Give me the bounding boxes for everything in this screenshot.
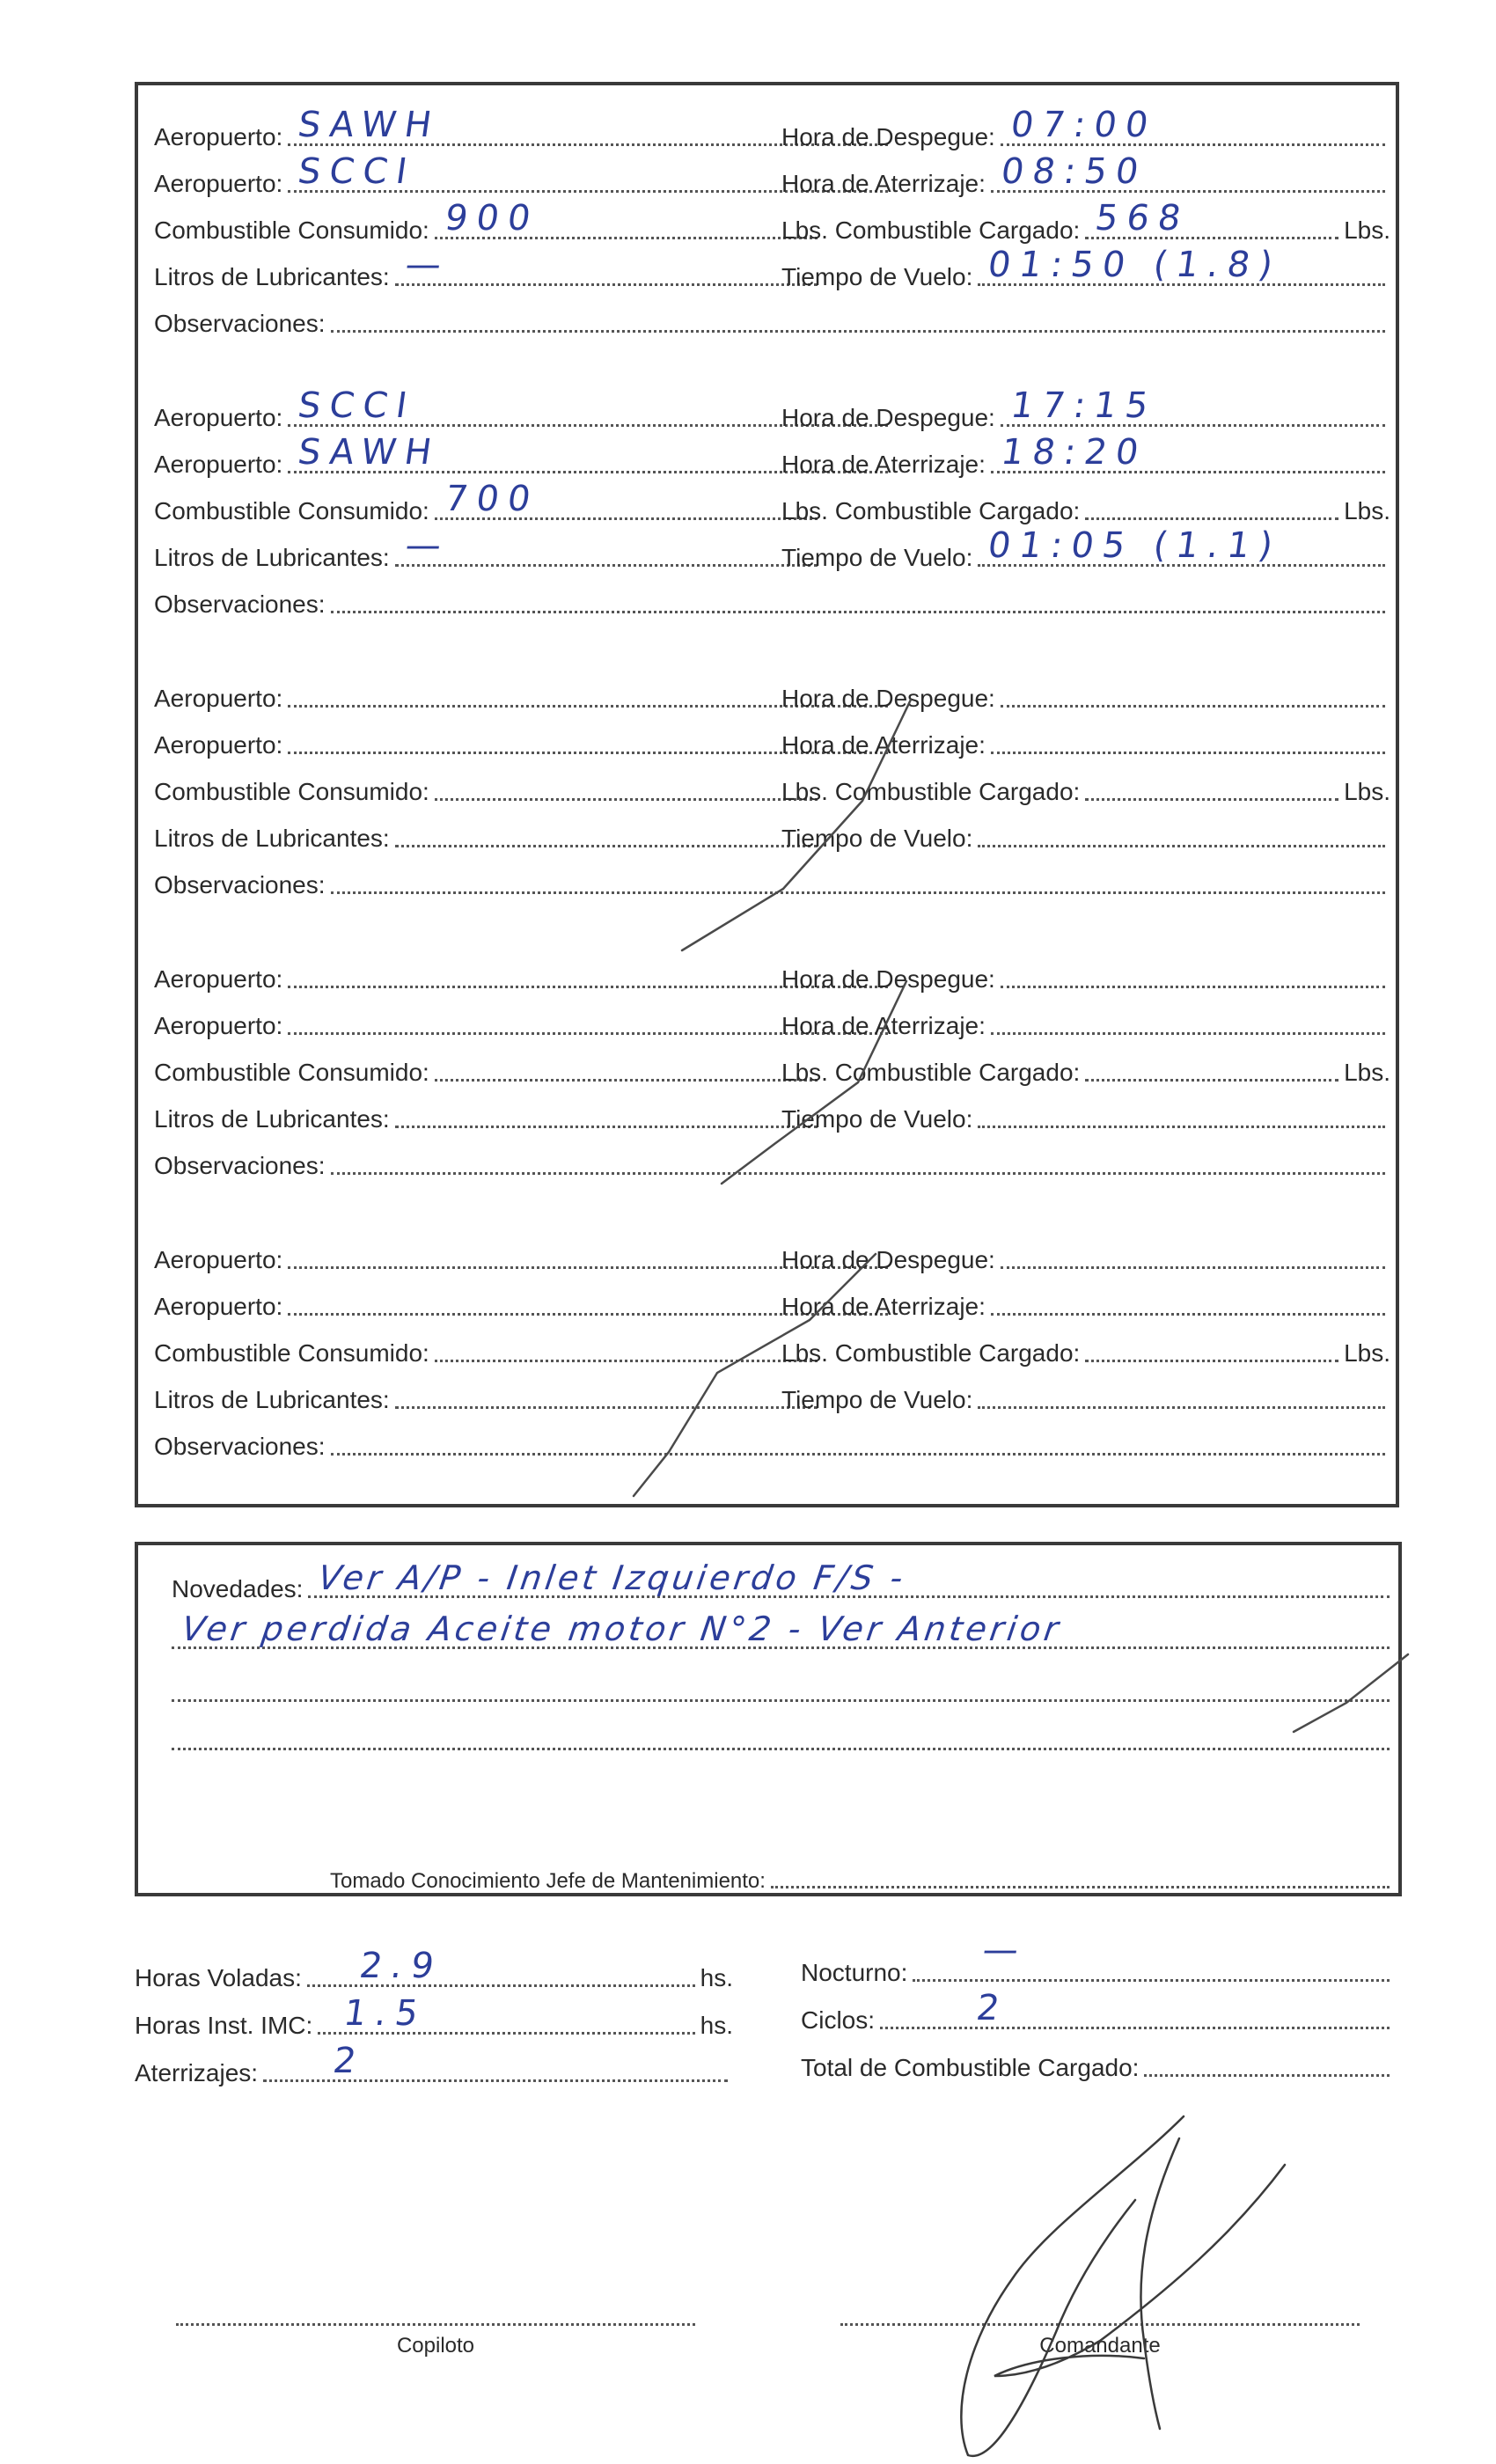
flight-time-label: Tiempo de Vuelo: bbox=[781, 1386, 973, 1413]
lubricants-label: Litros de Lubricantes: bbox=[154, 825, 390, 852]
observations-label: Observaciones: bbox=[154, 590, 326, 618]
fuel-used-label: Combustible Consumido: bbox=[154, 1339, 429, 1367]
flight-time-label: Tiempo de Vuelo: bbox=[781, 263, 973, 290]
airport-from-label: Aeropuerto: bbox=[154, 685, 283, 712]
takeoff-time-value: 07:00 bbox=[1008, 105, 1160, 145]
lubricants-value: — bbox=[402, 245, 452, 285]
novedades-text-1: Ver A/P - Inlet Izquierdo F/S - bbox=[316, 1558, 910, 1597]
takeoff-time-value: 17:15 bbox=[1008, 385, 1160, 426]
nocturno-value: — bbox=[980, 1930, 1030, 1970]
cancel-stroke-block-4 bbox=[722, 981, 906, 1184]
fuel-unit-label: Lbs. bbox=[1344, 1059, 1390, 1086]
fuel-loaded-label: Lbs. Combustible Cargado: bbox=[781, 1059, 1081, 1086]
landing-time-value: 08:50 bbox=[998, 151, 1150, 192]
fuel-used-label: Combustible Consumido: bbox=[154, 1059, 429, 1086]
fuel-loaded-value: 568 bbox=[1093, 198, 1192, 238]
maintenance-ack-label: Tomado Conocimiento Jefe de Mantenimiento: bbox=[330, 1869, 766, 1893]
airport-from-label: Aeropuerto: bbox=[154, 965, 283, 993]
cancel-stroke-novedades bbox=[1294, 1654, 1408, 1732]
fuel-unit-label: Lbs. bbox=[1344, 497, 1390, 524]
takeoff-time-label: Hora de Despegue: bbox=[781, 685, 995, 712]
airport-from-label: Aeropuerto: bbox=[154, 1246, 283, 1273]
fuel-loaded-label: Lbs. Combustible Cargado: bbox=[781, 216, 1081, 244]
landing-time-label: Hora de Aterrizaje: bbox=[781, 1012, 986, 1039]
fuel-unit-label: Lbs. bbox=[1344, 216, 1390, 244]
novedades-label: Novedades: bbox=[172, 1575, 304, 1602]
observations-label: Observaciones: bbox=[154, 1433, 326, 1460]
horas-voladas-value: 2.9 bbox=[356, 1946, 445, 1986]
fuel-loaded-label: Lbs. Combustible Cargado: bbox=[781, 497, 1081, 524]
airport-from-label: Aeropuerto: bbox=[154, 404, 283, 431]
takeoff-time-label: Hora de Despegue: bbox=[781, 404, 995, 431]
cancel-stroke-block-5 bbox=[634, 1254, 876, 1496]
airport-from-value: SAWH bbox=[296, 105, 444, 145]
fuel-used-label: Combustible Consumido: bbox=[154, 216, 429, 244]
ciclos-label: Ciclos: bbox=[801, 2006, 876, 2034]
landing-time-value: 18:20 bbox=[998, 432, 1150, 473]
observations-label: Observaciones: bbox=[154, 1152, 326, 1179]
flight-time-label: Tiempo de Vuelo: bbox=[781, 825, 973, 852]
fuel-used-value: 900 bbox=[442, 198, 542, 238]
observations-label: Observaciones: bbox=[154, 310, 326, 337]
lubricants-label: Litros de Lubricantes: bbox=[154, 263, 390, 290]
landing-time-label: Hora de Aterrizaje: bbox=[781, 1293, 986, 1320]
commander-label: Comandante bbox=[1039, 2334, 1161, 2358]
horas-voladas-label: Horas Voladas: bbox=[135, 1964, 302, 1991]
airport-to-value: SCCI bbox=[296, 151, 419, 192]
fuel-loaded-label: Lbs. Combustible Cargado: bbox=[781, 1339, 1081, 1367]
airport-to-label: Aeropuerto: bbox=[154, 1293, 283, 1320]
flight-time-value: 01:50 (1.8) bbox=[986, 245, 1285, 285]
signature-stroke-3 bbox=[994, 2165, 1285, 2376]
airport-to-value: SAWH bbox=[296, 432, 444, 473]
airport-to-label: Aeropuerto: bbox=[154, 170, 283, 197]
landing-time-label: Hora de Aterrizaje: bbox=[781, 731, 986, 759]
hs-unit-2: hs. bbox=[700, 2012, 733, 2039]
total-fuel-label: Total de Combustible Cargado: bbox=[801, 2054, 1140, 2081]
lubricants-label: Litros de Lubricantes: bbox=[154, 1386, 390, 1413]
ciclos-value: 2 bbox=[973, 1988, 1011, 2028]
horas-imc-value: 1.5 bbox=[341, 1993, 430, 2034]
landing-time-label: Hora de Aterrizaje: bbox=[781, 451, 986, 478]
landing-time-label: Hora de Aterrizaje: bbox=[781, 170, 986, 197]
airport-from-label: Aeropuerto: bbox=[154, 123, 283, 150]
fuel-used-value: 700 bbox=[442, 479, 542, 519]
horas-imc-label: Horas Inst. IMC: bbox=[135, 2012, 313, 2039]
fuel-used-label: Combustible Consumido: bbox=[154, 778, 429, 805]
takeoff-time-label: Hora de Despegue: bbox=[781, 965, 995, 993]
takeoff-time-label: Hora de Despegue: bbox=[781, 123, 995, 150]
fuel-unit-label: Lbs. bbox=[1344, 1339, 1390, 1367]
flight-time-label: Tiempo de Vuelo: bbox=[781, 1105, 973, 1133]
lubricants-value: — bbox=[402, 525, 452, 566]
copilot-label: Copiloto bbox=[396, 2334, 475, 2358]
lubricants-label: Litros de Lubricantes: bbox=[154, 544, 390, 571]
flight-time-label: Tiempo de Vuelo: bbox=[781, 544, 973, 571]
nocturno-label: Nocturno: bbox=[801, 1959, 908, 1986]
hs-unit: hs. bbox=[700, 1964, 733, 1991]
airport-from-value: SCCI bbox=[296, 385, 419, 426]
novedades-text-2: Ver perdida Aceite motor N°2 - Ver Anterior bbox=[179, 1610, 1065, 1648]
observations-label: Observaciones: bbox=[154, 871, 326, 898]
aterrizajes-label: Aterrizajes: bbox=[135, 2059, 259, 2086]
airport-to-label: Aeropuerto: bbox=[154, 1012, 283, 1039]
fuel-used-label: Combustible Consumido: bbox=[154, 497, 429, 524]
airport-to-label: Aeropuerto: bbox=[154, 451, 283, 478]
signature-stroke-1 bbox=[961, 2116, 1184, 2456]
takeoff-time-label: Hora de Despegue: bbox=[781, 1246, 995, 1273]
lubricants-label: Litros de Lubricantes: bbox=[154, 1105, 390, 1133]
flight-time-value: 01:05 (1.1) bbox=[986, 525, 1285, 566]
fuel-unit-label: Lbs. bbox=[1344, 778, 1390, 805]
cancel-stroke-block-3 bbox=[682, 700, 911, 950]
fuel-loaded-label: Lbs. Combustible Cargado: bbox=[781, 778, 1081, 805]
airport-to-label: Aeropuerto: bbox=[154, 731, 283, 759]
aterrizajes-value: 2 bbox=[330, 2041, 368, 2081]
